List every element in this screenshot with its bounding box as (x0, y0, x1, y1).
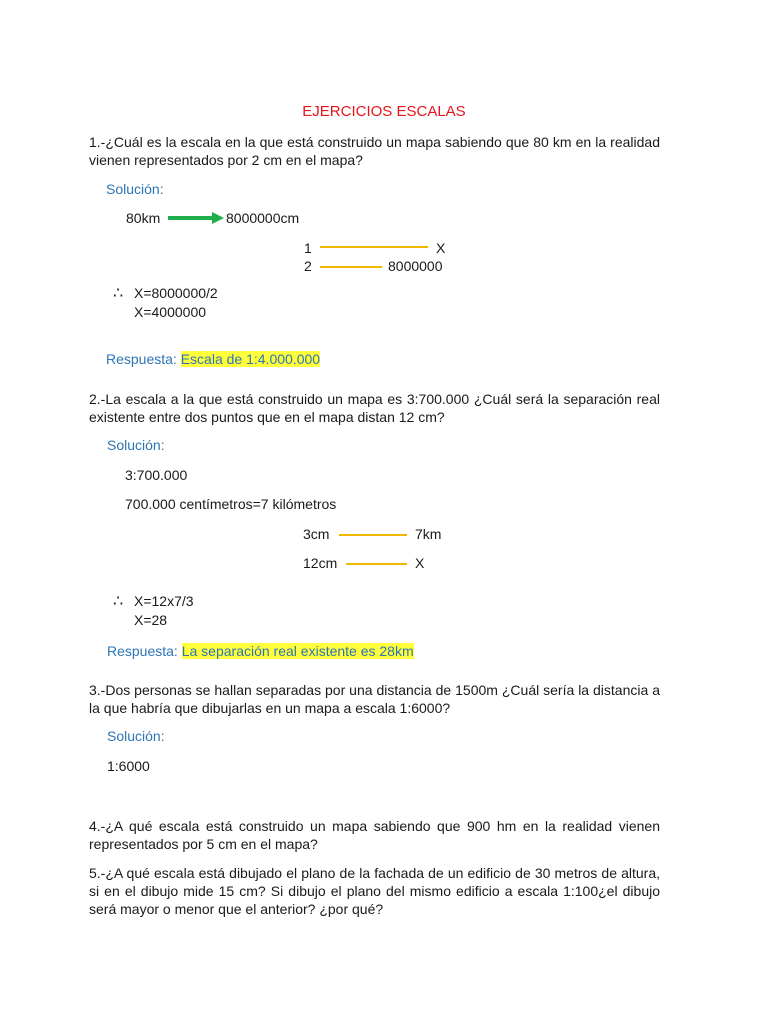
question-1 (89, 133, 660, 169)
page-title: EJERCICIOS ESCALAS (302, 103, 466, 120)
q1-prop-r1-a: 1 (304, 240, 312, 256)
q1-answer-text: Escala de 1:4.000.000 (180, 351, 321, 367)
q2-prop-line-1 (339, 534, 407, 536)
q2-solution-label: Solución: (107, 437, 165, 453)
question-2 (89, 390, 660, 426)
q2-calc-1: X=12x7/3 (134, 593, 194, 609)
q2-therefore-symbol: ∴ (113, 593, 124, 610)
q1-calc-2: X=4000000 (134, 304, 207, 320)
q2-prop-r2-a: 12cm (303, 555, 338, 571)
q2-line-1: 3:700.000 (125, 467, 188, 483)
q1-solution-label: Solución: (106, 181, 164, 197)
question-4-text: 4.-¿A qué escala está construido un mapa sabiendo que 900 hm en la realidad vienen representados por 5 cm en el mapa? (89, 818, 660, 852)
q2-prop-line-2 (346, 563, 407, 565)
q1-prop-r1-b: X (436, 240, 446, 256)
q3-solution-label: Solución: (107, 728, 165, 744)
q1-prop-line-2 (320, 266, 382, 268)
question-1-text: 1.-¿Cuál es la escala en la que está construido un mapa sabiendo que 80 km en la realidad vienen representados por 2 cm en el mapa? (89, 134, 660, 168)
q2-prop-r1-a: 3cm (303, 526, 330, 542)
question-2-text: 2.-La escala a la que está construido un mapa es 3:700.000 ¿Cuál será la separación real existente entre dos puntos que en el mapa distan 12 cm? (89, 391, 660, 425)
q2-answer-text: La separación real existente es 28km (181, 643, 414, 659)
green-arrow-icon (168, 212, 224, 224)
question-5-text: 5.-¿A qué escala está dibujado el plano de la fachada de un edificio de 30 metros de altura, si en el dibujo mide 15 cm? Si dibujo el plano del mismo edificio a escala 1:100¿el dibujo será mayor o menor que el anterior? ¿por qué? (89, 865, 660, 917)
q2-calc-2: X=28 (134, 612, 168, 628)
q2-line-2: 700.000 centímetros=7 kilómetros (125, 496, 337, 512)
q1-prop-line-1 (320, 246, 428, 248)
q1-calc-1: X=8000000/2 (134, 285, 218, 301)
q1-prop-r2-a: 2 (304, 258, 312, 274)
q2-prop-r2-b: X (415, 555, 425, 571)
q1-answer-label: Respuesta: (106, 351, 177, 367)
q2-answer-label: Respuesta: (107, 643, 178, 659)
q1-answer (106, 351, 320, 367)
q2-answer (107, 643, 414, 659)
q3-line-1: 1:6000 (107, 758, 150, 774)
question-3 (89, 681, 660, 717)
q1-conv-right: 8000000cm (226, 210, 300, 226)
question-4 (89, 817, 660, 853)
question-5 (89, 864, 660, 918)
q2-prop-r1-b: 7km (415, 526, 442, 542)
q1-prop-r2-b: 8000000 (388, 258, 443, 274)
question-3-text: 3.-Dos personas se hallan separadas por una distancia de 1500m ¿Cuál sería la distancia a la que habría que dibujarlas en un mapa a escala 1:6000? (89, 682, 660, 716)
q1-conv-left: 80km (126, 210, 161, 226)
q1-therefore-symbol: ∴ (113, 285, 124, 302)
